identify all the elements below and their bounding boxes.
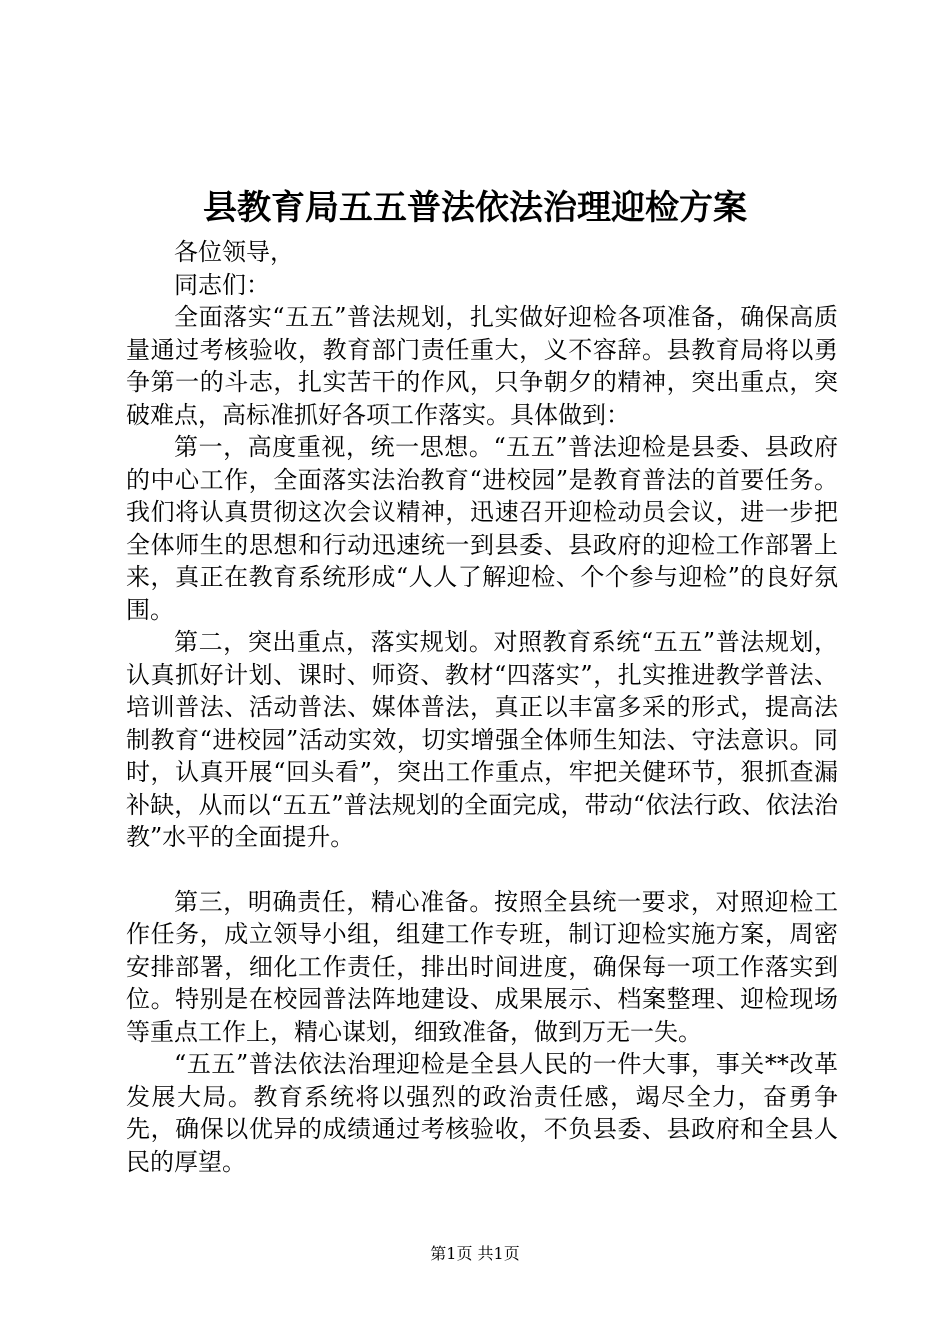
salutation-comrades: 同志们： xyxy=(174,270,270,299)
page-footer: 第1页 共1页 xyxy=(430,1244,520,1263)
paragraph-closing: “五五”普法依法治理迎检是全县人民的一件大事，事关**改革发展大局。教育系统将以强烈的政治责任感，竭尽全力，奋勇争先，确保以优异的成绩通过考核验收，不负县委、县政府和全县人民的厚望。 xyxy=(126,1050,838,1176)
document-body xyxy=(126,236,838,1178)
paragraph-intro: 全面落实“五五”普法规划，扎实做好迎检各项准备，确保高质量通过考核验收，教育部门责任重大，义不容辞。县教育局将以勇争第一的斗志，扎实苦干的作风，只争朝夕的精神，突出重点，突破难点，高标准抓好各项工作落实。具体做到： xyxy=(126,303,838,429)
paragraph-third: 第三，明确责任，精心准备。按照全县统一要求，对照迎检工作任务，成立领导小组，组建工作专班，制订迎检实施方案，周密安排部署，细化工作责任，排出时间进度，确保每一项工作落实到位。特别是在校园普法阵地建设、成果展示、档案整理、迎检现场等重点工作上，精心谋划，细致准备，做到万无一失。 xyxy=(126,887,838,1046)
document-title: 县教育局五五普法依法治理迎检方案 xyxy=(203,188,747,228)
paragraph-second: 第二，突出重点，落实规划。对照教育系统“五五”普法规划，认真抓好计划、课时、师资、教材“四落实”，扎实推进教学普法、培训普法、活动普法、媒体普法，真正以丰富多采的形式，提高法制教育“进校园”活动实效，切实增强全体师生知法、守法意识。同时，认真开展“回头看”，突出工作重点，牢把关健环节，狠抓查漏补缺，从而以“五五”普法规划的全面完成，带动“依法行政、依法治教”水平的全面提升。 xyxy=(126,628,838,851)
salutation-leaders: 各位领导， xyxy=(174,238,294,266)
paragraph-first: 第一，高度重视，统一思想。“五五”普法迎检是县委、县政府的中心工作，全面落实法治教育“进校园”是教育普法的首要任务。我们将认真贯彻这次会议精神，迅速召开迎检动员会议，进一步把全体师生的思想和行动迅速统一到县委、县政府的迎检工作部署上来，真正在教育系统形成“人人了解迎检、个个参与迎检”的良好氛围。 xyxy=(126,433,838,624)
